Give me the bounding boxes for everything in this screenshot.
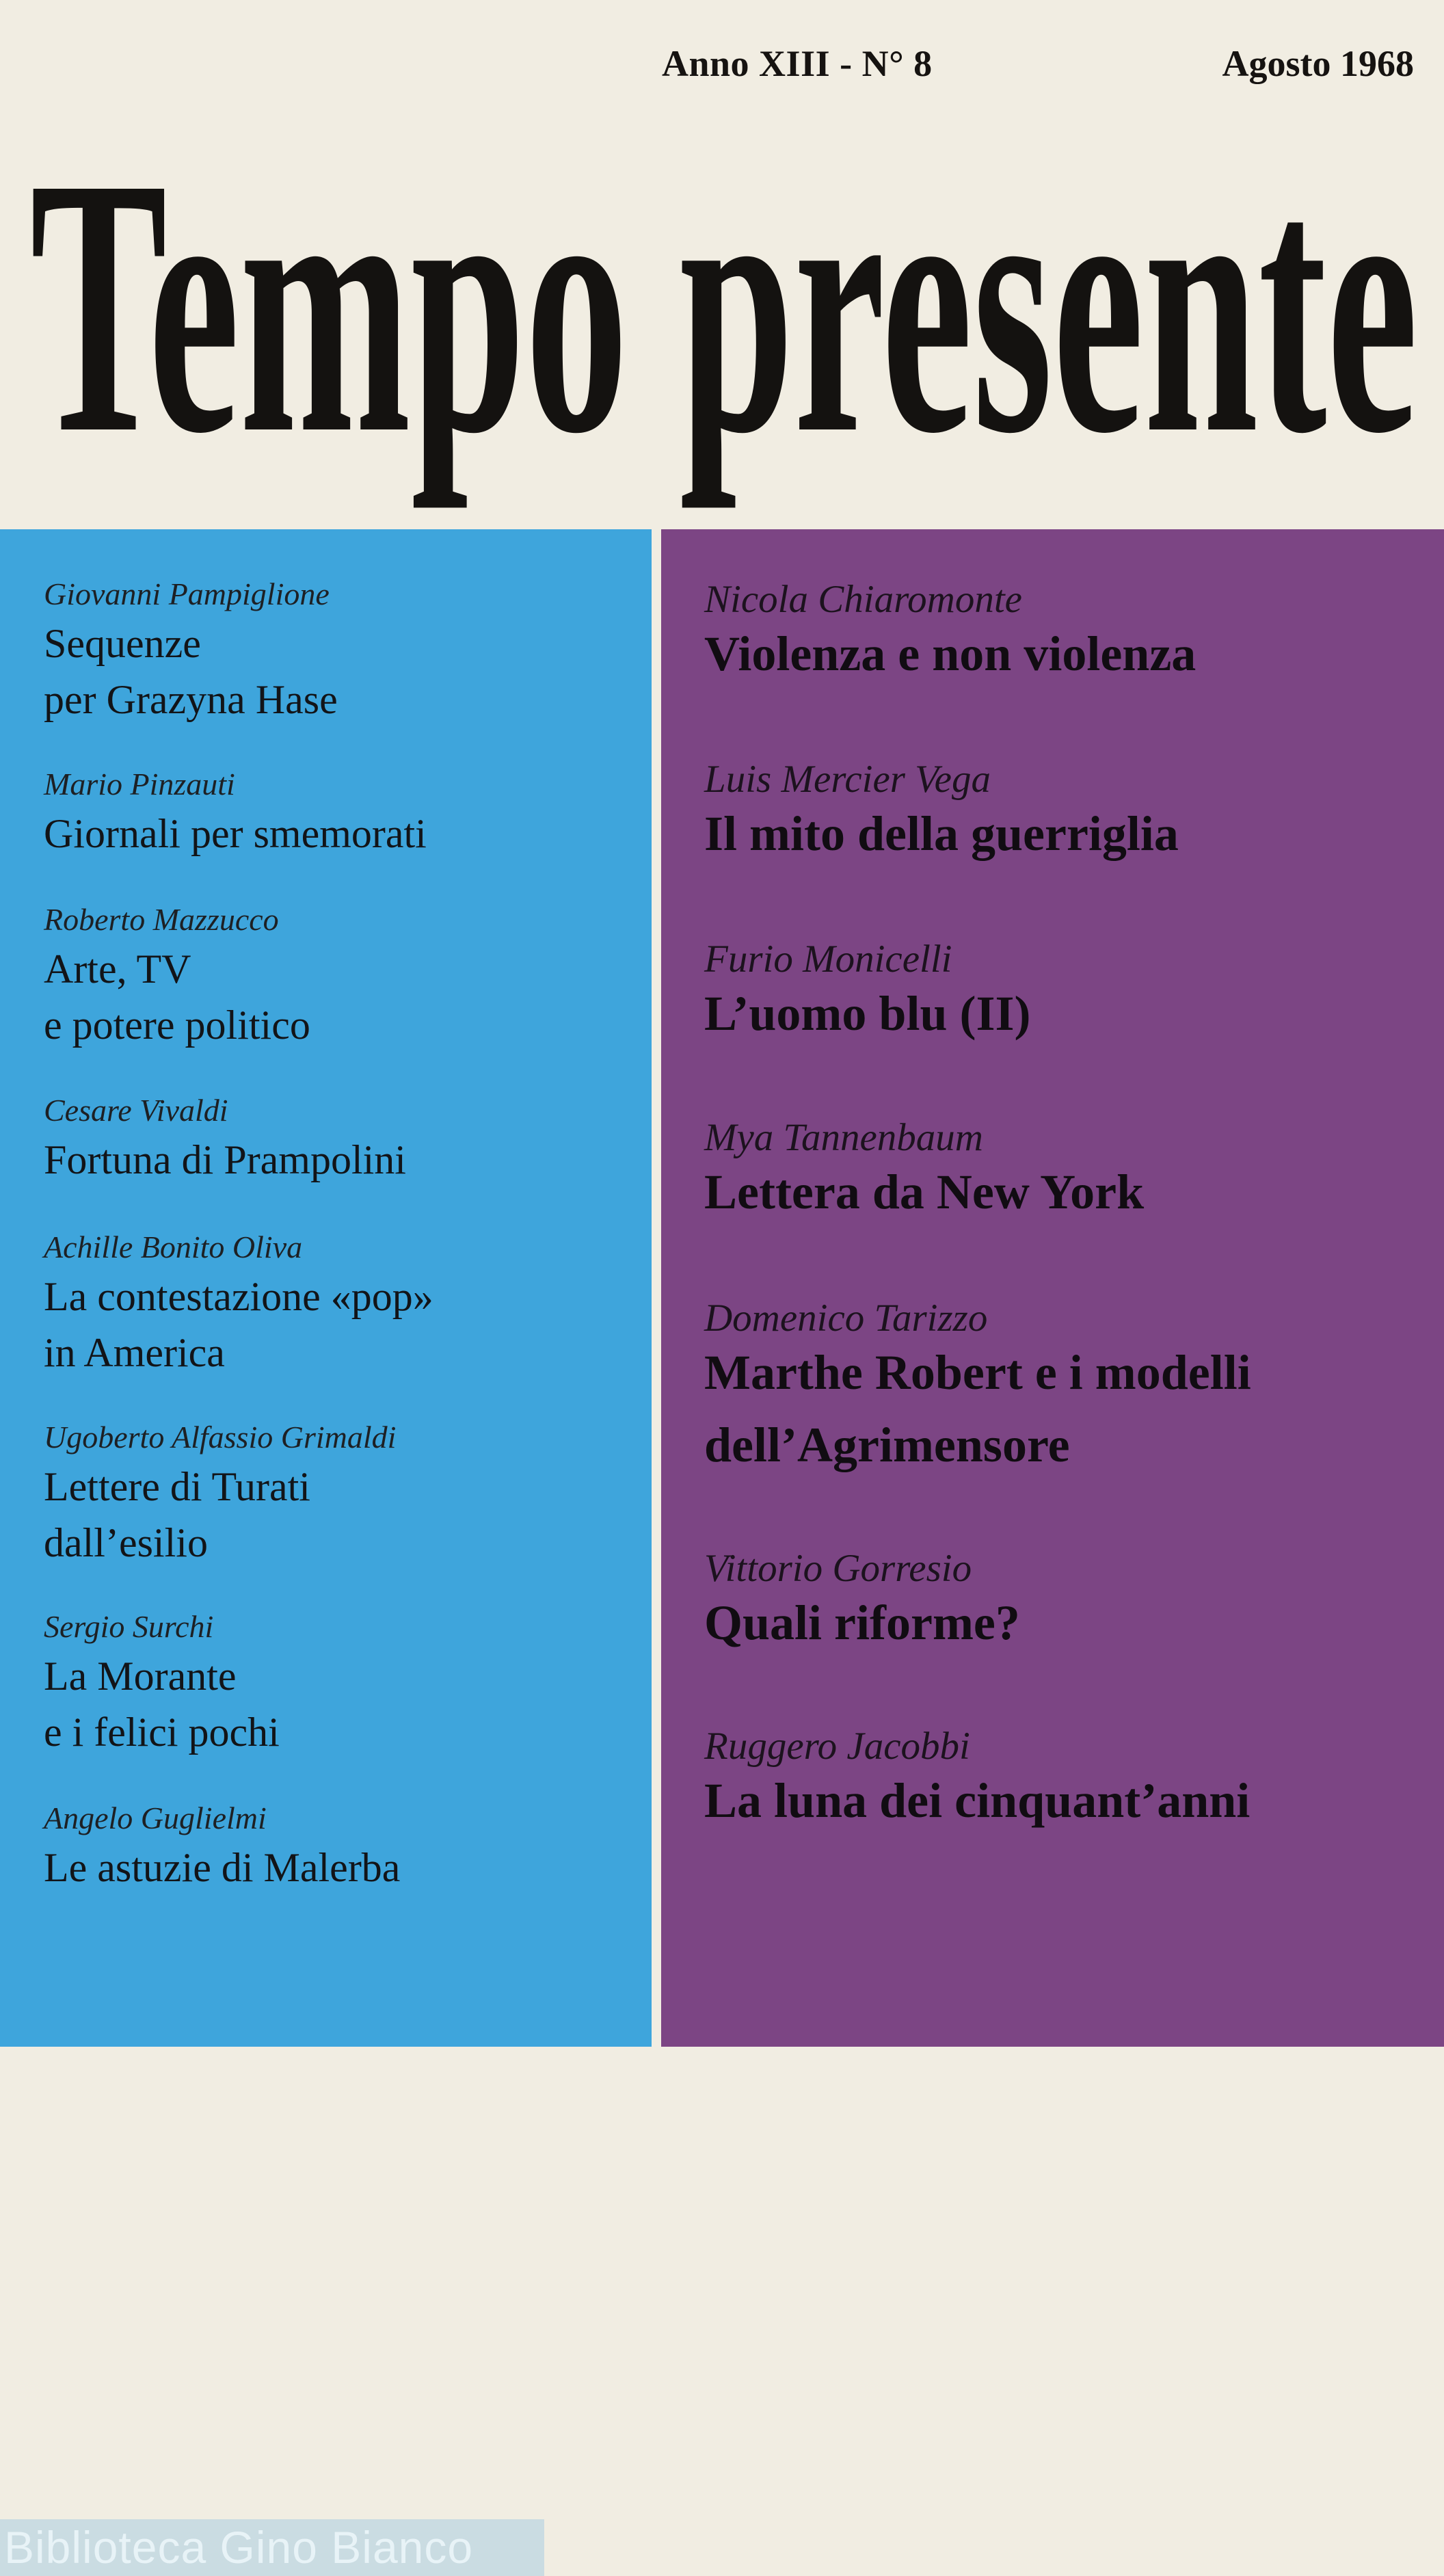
contents-entry	[44, 1232, 433, 1381]
entry-title: Le astuzie di Malerba	[44, 1845, 401, 1890]
entry-author: Mario Pinzauti	[44, 767, 235, 801]
entry-title: L’uomo blu (II)	[704, 986, 1031, 1041]
entry-title: Il mito della guerriglia	[704, 806, 1179, 861]
entry-author: Luis Mercier Vega	[704, 758, 991, 801]
contents-entry	[704, 940, 1031, 1050]
entry-author: Roberto Mazzucco	[44, 902, 279, 937]
entry-title: Marthe Robert e i modelli dell’Agrimensore	[704, 1345, 1251, 1472]
magazine-title-logo	[0, 0, 1444, 529]
entry-author: Achille Bonito Oliva	[44, 1230, 303, 1264]
entry-author: Domenico Tarizzo	[704, 1297, 988, 1340]
entry-author: Angelo Guglielmi	[44, 1801, 267, 1835]
entry-author: Nicola Chiaromonte	[704, 578, 1022, 621]
contents-entry	[704, 1549, 1020, 1659]
entry-author: Cesare Vivaldi	[44, 1093, 228, 1128]
entry-author: Ugoberto Alfassio Grimaldi	[44, 1420, 397, 1455]
contents-entry	[44, 904, 310, 1053]
issue-date: Agosto 1968	[1222, 43, 1414, 84]
entry-title: Giornali per smemorati	[44, 811, 427, 856]
entry-author: Ruggero Jacobbi	[704, 1725, 970, 1768]
watermark-text: Biblioteca Gino Bianco	[4, 2522, 474, 2573]
entry-title: La luna dei cinquant’anni	[704, 1773, 1251, 1828]
contents-entry	[44, 1422, 396, 1571]
entry-title: Lettera da New York	[704, 1165, 1145, 1219]
entry-title: La contestazione «pop» in America	[44, 1274, 433, 1375]
entry-title: Lettere di Turati dall’esilio	[44, 1464, 310, 1565]
entry-title: Sequenze per Grazyna Hase	[44, 621, 338, 722]
magazine-title: Tempo presente	[29, 101, 1418, 509]
entry-author: Sergio Surchi	[44, 1609, 214, 1644]
left-contents-column	[0, 529, 652, 2573]
issue-number: Anno XIII - N° 8	[662, 43, 933, 84]
right-contents-column	[661, 529, 1444, 2047]
entry-title: Quali riforme?	[704, 1595, 1020, 1650]
entry-title: Violenza e non violenza	[704, 626, 1196, 681]
library-watermark	[0, 2519, 544, 2576]
contents-entry	[44, 576, 338, 728]
contents-entry	[704, 580, 1196, 690]
entry-author: Giovanni Pampiglione	[44, 576, 330, 611]
contents-entry	[44, 769, 427, 862]
contents-entry	[704, 1727, 1250, 1837]
contents-entry	[704, 760, 1179, 870]
entry-author: Mya Tannenbaum	[704, 1116, 983, 1159]
entry-author: Vittorio Gorresio	[704, 1547, 972, 1590]
contents-entry	[44, 1095, 406, 1188]
contents-entry	[704, 1118, 1144, 1228]
entry-author: Furio Monicelli	[704, 938, 952, 981]
contents-entry	[44, 1803, 400, 1896]
contents-entry	[44, 1611, 280, 1760]
contents-entry	[704, 1299, 1251, 1481]
entry-title: La Morante e i felici pochi	[44, 1654, 280, 1755]
entry-title: Arte, TV e potere politico	[44, 946, 310, 1048]
entry-title: Fortuna di Prampolini	[44, 1137, 406, 1182]
